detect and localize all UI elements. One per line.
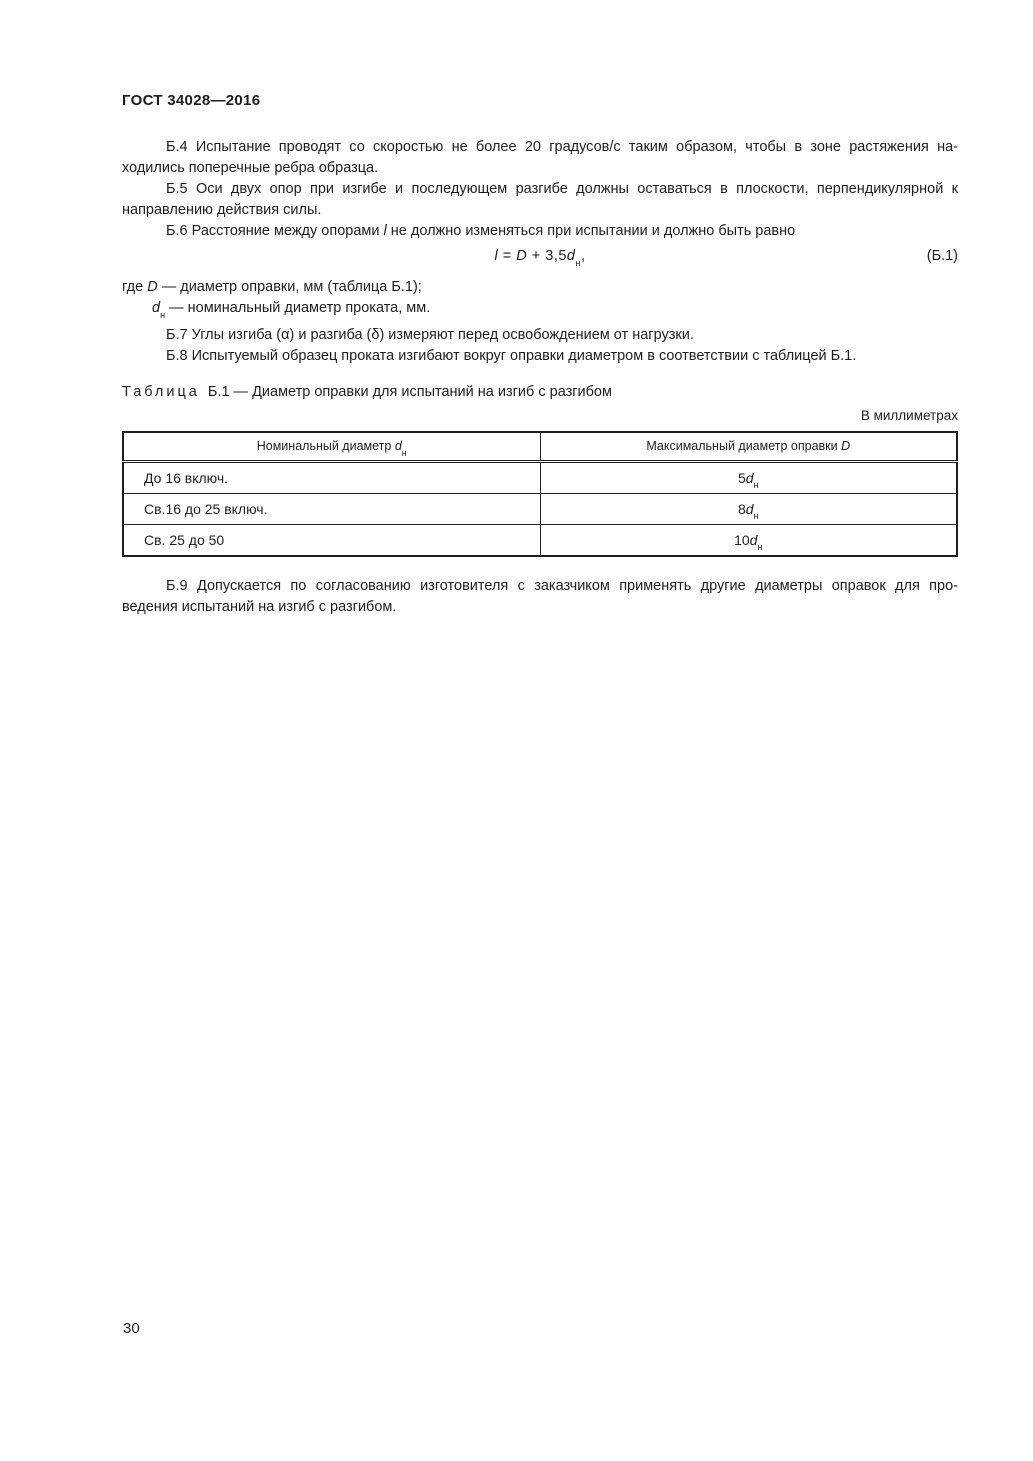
paragraph-b5-line1: Б.5 Оси двух опор при изгибе и последующем разгибе должны оставаться в плоскости, перпендикулярной к: [166, 181, 958, 197]
formula-b1: [122, 243, 958, 269]
formula-equals: =: [502, 248, 512, 264]
paragraph-b9-line1: Б.9 Допускается по согласованию изготовителя с заказчиком применять другие диаметры оправок для про-: [166, 578, 958, 594]
paragraph-b9-line2: ведения испытаний на изгиб с разгибом.: [122, 599, 397, 615]
where-D-description: — диаметр оправки, мм (таблица Б.1);: [157, 279, 422, 295]
table-header-nominal-diameter: [123, 432, 540, 462]
formula-comma: ,: [580, 248, 586, 264]
paragraph-b4-line1: Б.4 Испытание проводят со скоростью не более 20 градусов/с таким образом, чтобы в зоне растяжения на-: [166, 139, 958, 155]
cell-value-number: 8: [737, 500, 746, 517]
where-clause-d: [122, 298, 958, 319]
table-units-note: В миллиметрах: [860, 408, 958, 423]
cell-value-subscript: н: [753, 511, 759, 522]
paragraph-b6: [122, 221, 958, 242]
table-caption-title: Б.1 — Диаметр оправки для испытаний на изгиб с разгибом: [207, 384, 612, 400]
cell-value-subscript: н: [753, 480, 759, 491]
cell-value-number: 10: [734, 531, 750, 548]
cell-value: [540, 462, 957, 494]
cell-value-number: 5: [737, 469, 746, 486]
b6-variable-l: l: [383, 223, 387, 239]
paragraph-b5-line2: направлению действия силы.: [122, 202, 322, 218]
cell-value-subscript: н: [757, 542, 763, 553]
paragraph-b8: Б.8 Испытуемый образец проката изгибают вокруг оправки диаметром в соответствии с таблицей Б.1.: [166, 348, 857, 364]
table-header-max-mandrel-diameter: [540, 432, 957, 462]
cell-range: Св. 25 до 50: [123, 525, 540, 557]
cell-range: До 16 включ.: [123, 462, 540, 494]
cell-value: [540, 525, 957, 557]
table-b1-body: [123, 462, 957, 557]
where-d-subscript: н: [160, 309, 166, 320]
table-row: [123, 494, 957, 525]
formula-number: (Б.1): [926, 248, 958, 264]
formula-subscript: н: [575, 257, 581, 268]
cell-range: Св.16 до 25 включ.: [123, 494, 540, 525]
paragraph-b7: Б.7 Углы изгиба (α) и разгиба (δ) измеряют перед освобождением от нагрузки.: [166, 327, 694, 343]
cell-value-var: d: [745, 500, 754, 517]
header-col2-text: Максимальный диаметр оправки: [646, 439, 842, 453]
where-clause-D: [122, 277, 958, 298]
header-col1-subscript: н: [401, 447, 407, 458]
cell-value: [540, 494, 957, 525]
table-b1-head: [123, 432, 957, 462]
formula-coefficient: 3,5: [545, 248, 567, 264]
formula-var-l: l: [494, 248, 499, 264]
header-col1-text: Номинальный диаметр: [256, 439, 395, 453]
page-number: 30: [123, 1320, 140, 1337]
table-header-row: [123, 432, 957, 462]
table-row: [123, 462, 957, 494]
formula-plus: +: [531, 248, 541, 264]
formula-b1-row: [122, 243, 958, 269]
doc-number-header: ГОСТ 34028—2016: [122, 92, 261, 109]
where-intro: где: [122, 279, 148, 295]
table-caption-label: Таблица: [122, 384, 200, 400]
where-d-description: — номинальный диаметр проката, мм.: [165, 300, 431, 316]
where-var-D: D: [147, 279, 158, 295]
table-row: [123, 525, 957, 557]
header-col1-var: d: [394, 439, 402, 453]
formula-var-d: d: [566, 248, 576, 264]
b6-text-start: Б.6 Расстояние между опорами: [166, 223, 384, 239]
paragraph-b4-line2: ходились поперечные ребра образца.: [122, 160, 379, 176]
b6-text-end: не должно изменяться при испытании и должно быть равно: [386, 223, 796, 239]
cell-value-var: d: [745, 469, 754, 486]
table-b1: [122, 431, 958, 557]
table-caption: [122, 382, 958, 403]
cell-value-var: d: [749, 531, 758, 548]
page-content: [122, 137, 958, 618]
where-var-d: d: [152, 300, 161, 316]
header-col2-var: D: [841, 439, 851, 453]
formula-var-D: D: [516, 248, 528, 264]
